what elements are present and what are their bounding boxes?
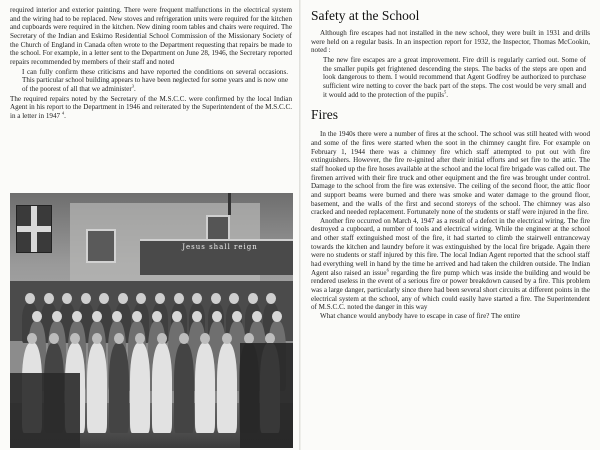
fires-paragraph-2-b: regarding the fire pump which was inside the building and would be rendered useless in the event of a serious fire or power breakdown caused by a fire. This problem was a large danger, particularly since there had been several short circuits at different points in the electrical system at the school, any of which could easily have started a fire. The Superintendent of M.S.C.C. noted the danger in this way (311, 268, 590, 312)
photo-person-head (92, 333, 102, 344)
historical-classroom-photo (10, 193, 293, 448)
safety-quote-text: The new fire escapes are a great improvement. Fire drill is regularly carried out. Some of the smaller pupils get frightened descending the steps. The backs of the steps are open and look dangerous to them. I would recommend that Agent Godfrey be authorized to purchase sufficient wire netting to cover the back part of the steps. The cost would be very small and it would add to the protection of the pupils (323, 55, 586, 99)
union-jack-flag (16, 205, 52, 253)
photo-person-head (272, 311, 282, 322)
fires-paragraph-1: In the 1940s there were a number of fires at the school. The school was still heated with wood and some of the fires were started when the soot in the chimney caught fire. For example on February 1, 1944 there was a chimney fire which staff attempted to put out with fire extinguishers. However, the fire re-ignited after their initial efforts and set fire to the attic. The staff hooked up the fire hoses available at the school and the local fire brigade was called out. The firemen arrived with their fire truck and other equipment and the fire was brought under control. Damage to the school from the fire was extensive. The ceiling of the second floor, the attic floor and support beams were burned and there was smoke and water damage to the ground floor, basement, and the walls of the first and second storeys of the school. The chimney was also cracked and needed replacement. Fortunately none of the students or staff were injured in the fire. (311, 130, 590, 217)
left-quote-text: I can fully confirm these criticisms and have reported the conditions on several occasions. This particular school building appears to have been neglected for some years and is now one of the poorest of all that we administer (22, 67, 288, 93)
footnote-ref-4: 4 (61, 110, 65, 116)
photo-person-head (92, 311, 102, 322)
photo-person-head (172, 311, 182, 322)
fires-paragraph-2 (311, 217, 590, 312)
photo-person-head (152, 311, 162, 322)
footnote-ref-3: 3 (131, 83, 134, 89)
photo-person-head (252, 311, 262, 322)
photo-foreground-left (10, 373, 80, 448)
photo-person-head (32, 311, 42, 322)
photo-person-body (109, 343, 129, 433)
photo-person-head (118, 293, 128, 304)
photo-person-head (157, 333, 167, 344)
photo-person-body (217, 343, 237, 433)
wall-picture-frame (86, 229, 116, 263)
fires-paragraph-3: What chance would anybody have to escape in case of fire? The entire (320, 312, 520, 321)
left-blockquote: I can fully confirm these criticisms and have reported the conditions on several occasions. This particular school building appears to have been neglected for some years and is now one of the poorest of all that we administer$^3$. (22, 67, 288, 93)
photo-person-head (132, 311, 142, 322)
footnote-ref-5: 5 (443, 89, 447, 95)
right-page (301, 0, 600, 450)
photo-person-head (81, 293, 91, 304)
photo-person-head (52, 311, 62, 322)
photo-person-body (195, 343, 215, 433)
safety-blockquote: The new fire escapes are a great improvement. Fire drill is regularly carried out. Some of the smaller pupils get frightened descending the steps. The backs of the steps are open and look dangerous to them. I would recommend that Agent Godfrey be authorized to purchase sufficient wire netting to cover the back part of the steps. The cost would be very small and it would add to the protection of the pupils$^5$. (323, 55, 586, 99)
photo-person-body (174, 343, 194, 433)
photo-person-head (27, 333, 37, 344)
photo-person-head (212, 311, 222, 322)
stage-banner-text: Jesus shall reign (182, 243, 258, 251)
photo-person-head (112, 311, 122, 322)
photo-person-head (192, 311, 202, 322)
photo-person-head (72, 311, 82, 322)
photo-person-body (87, 343, 107, 433)
photo-person-head (114, 333, 124, 344)
left-paragraph-1: required interior and exterior painting. There were frequent malfunctions in the electrical system and the wiring had to be replaced. New stoves and refrigeration units were required for the kitchen and cupboards were required in the kitchen. New dining room tables and chairs were required. The Secretary of the Indian and Eskimo Residential School Commission of the Missionary Society of the Church of England in Canada often wrote to the Department requesting that repairs be made to the school. For example, in a letter sent to the Department on June 28, 1946, the Secretary reported repairs recommended by members of their staff and noted (10, 6, 292, 66)
photo-person-head (174, 293, 184, 304)
photo-person-head (49, 333, 59, 344)
footnote-ref-6: 6 (386, 267, 389, 273)
photo-person-head (232, 311, 242, 322)
photo-foreground-right (240, 343, 293, 448)
photo-person-head (179, 333, 189, 344)
photo-person-head (222, 333, 232, 344)
photo-person-body (130, 343, 150, 433)
fires-paragraph-2-a: Another fire occurred on March 4, 1947 as a result of a defect in the electrical wiring. The fire destroyed a cupboard, a number of tools and electrical wiring. While the engineer at the school and other staff extinguished most of the fire, it had started to climb the stairwell entranceway towards the kitchen and laundry before it was extinguished by the local fire brigade. Again there were no students or staff injured by this fire. The local Indian Agent reported that the school staff had everything well in hand by the time he arrived and had taken the children outside. The Indian Agent also raised an issue (311, 216, 590, 277)
photo-person-head (211, 293, 221, 304)
safety-intro-paragraph: Although fire escapes had not installed in the new school, they were built in 1931 and drills were held on a regular basis. In an inspection report for 1932, the Inspector, Thomas McCookin, noted : (311, 29, 590, 55)
photo-person-head (155, 293, 165, 304)
heading-fires: Fires (311, 107, 338, 123)
left-closing-text: The required repairs noted by the Secretary of the M.S.C.C. were confirmed by the local Indian Agent in his report to the Department in 1946 and reiterated by the Superintendent of the M.S.C.C. in a letter in 1947 (10, 94, 292, 120)
left-closing-paragraph: The required repairs noted by the Secretary of the M.S.C.C. were confirmed by the local Indian Agent in his report to the Department in 1946 and reiterated by the Superintendent of the M.S.C.C. in a letter in 1947 $^4$. (10, 94, 292, 120)
photo-person-head (248, 293, 258, 304)
photo-person-body (152, 343, 172, 433)
photo-person-head (44, 293, 54, 304)
photo-person-head (25, 293, 35, 304)
hanging-lamp (228, 193, 231, 215)
wall-picture-frame-small (206, 215, 230, 241)
heading-safety-at-the-school: Safety at the School (311, 8, 420, 23)
